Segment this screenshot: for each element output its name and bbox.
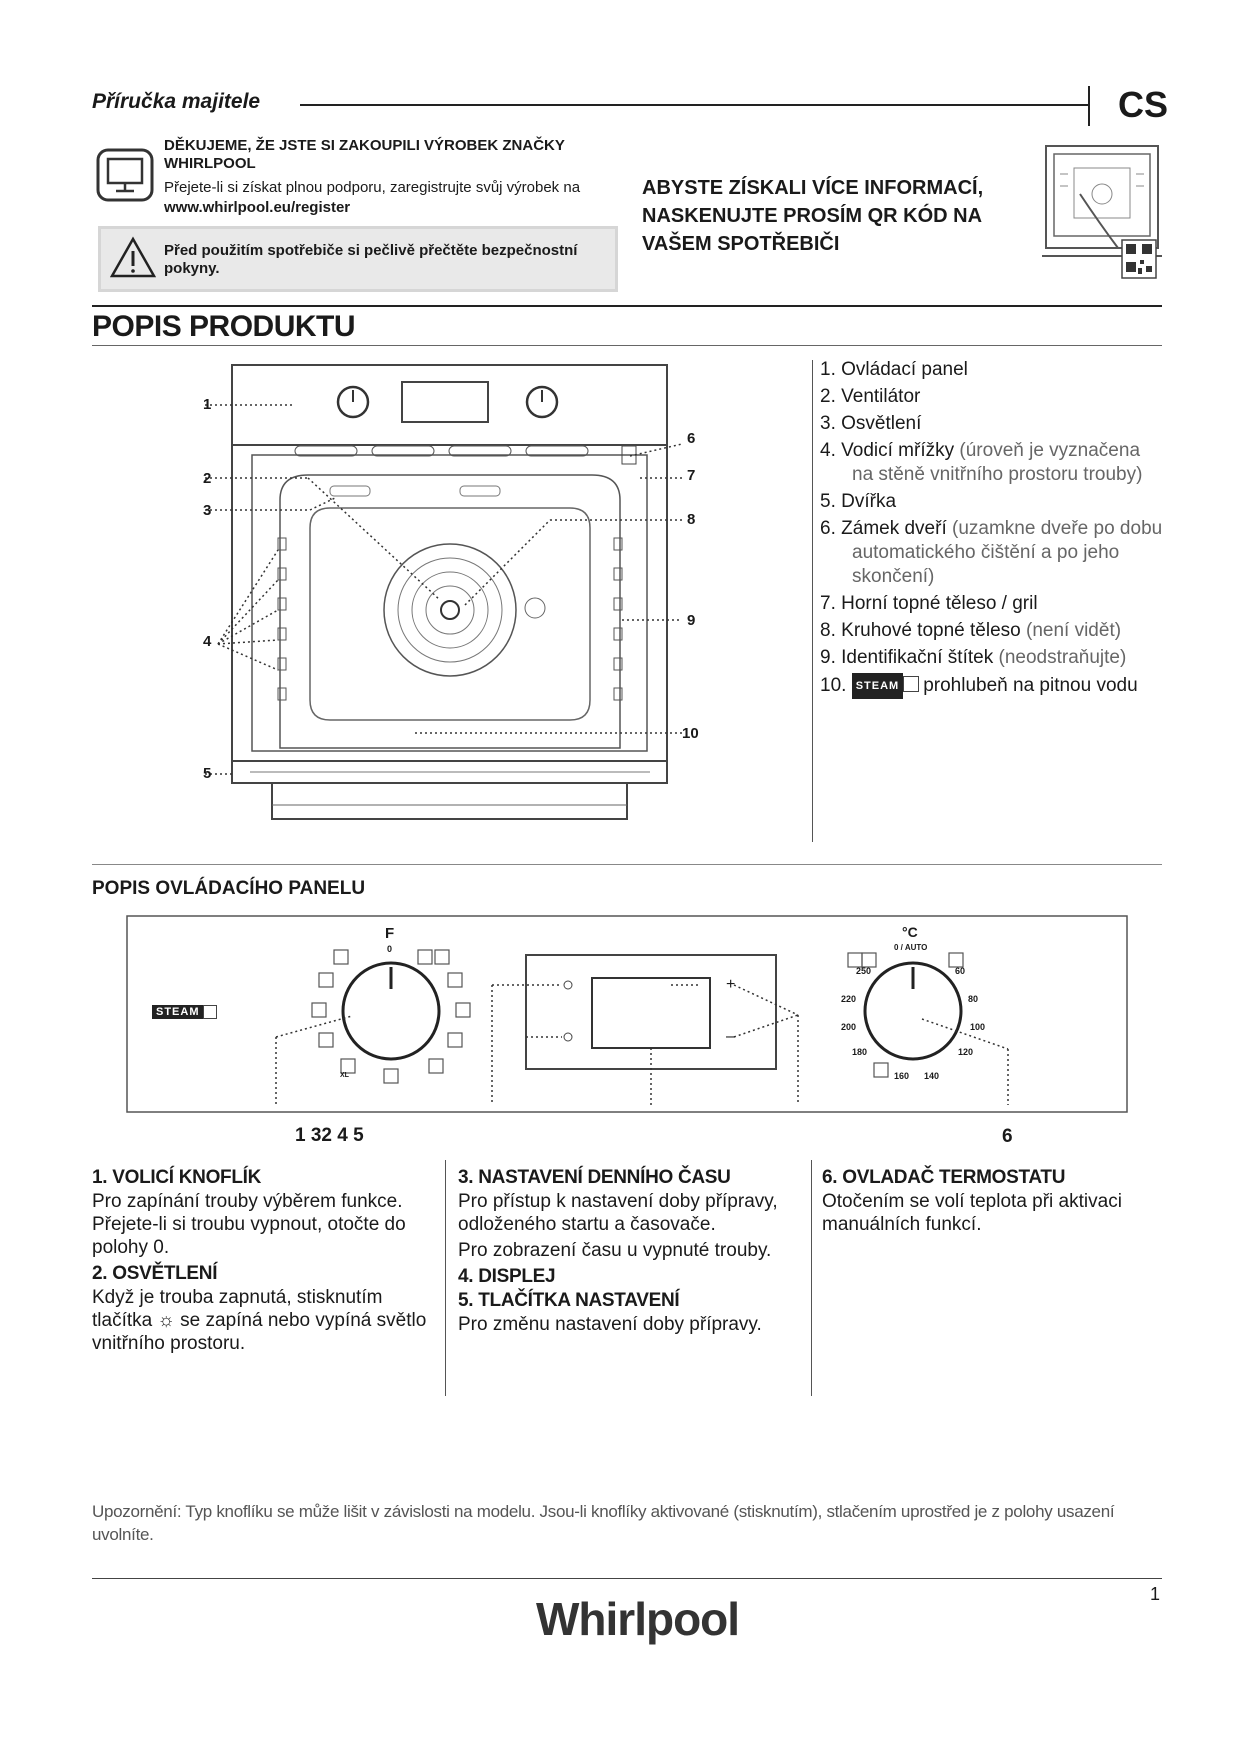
panel-title: POPIS OVLÁDACÍHO PANELU [92, 878, 366, 899]
header-rule [300, 104, 1090, 106]
language-code: CS [1118, 84, 1169, 125]
clock-text: Pro přístup k nastavení doby přípravy, odloženého startu a časovače. [458, 1191, 778, 1235]
callout-5: 5 [203, 765, 212, 782]
product-title: POPIS PRODUKTU [92, 310, 356, 343]
monitor-icon [96, 148, 154, 202]
clock-text: Pro zobrazení času u vypnuté trouby. [458, 1240, 772, 1261]
temp-tick: 220 [841, 994, 857, 1004]
column-divider [445, 1160, 446, 1396]
section-rule [92, 305, 1162, 307]
list-item: 7. Horní topné těleso / gril [820, 593, 1038, 614]
column-2 [458, 1166, 803, 1339]
temp-tick: 160 [894, 1071, 910, 1081]
parts-list [820, 358, 1165, 702]
light-text: Když je trouba zapnutá, stisknutím tlačítka ☼ se zapíná nebo vypíná světlo vnitřního prostoru. [92, 1287, 427, 1354]
temp-unit: °C [902, 924, 918, 940]
list-item: 3. Osvětlení [820, 413, 922, 434]
adjust-title: 5. TLAČÍTKA NASTAVENÍ [458, 1290, 680, 1311]
control-panel-diagram [126, 915, 1130, 1115]
temp-tick: 120 [958, 1047, 974, 1057]
column-divider [811, 1160, 812, 1396]
temp-auto: 0 / AUTO [894, 943, 928, 952]
column-3 [822, 1166, 1162, 1239]
oven-qr-illustration [1040, 144, 1164, 284]
column-1 [92, 1166, 432, 1358]
callout-6: 6 [687, 430, 696, 447]
selector-title: 1. VOLICÍ KNOFLÍK [92, 1167, 262, 1188]
list-item: 10. STEAM prohlubeň na pitnou vodu [820, 673, 1165, 699]
register-text [164, 178, 634, 218]
steam-badge-panel: STEAM [152, 1005, 204, 1019]
temp-tick: 180 [852, 1047, 868, 1057]
callout-2: 2 [203, 470, 212, 487]
plus-button[interactable]: + [726, 976, 736, 993]
temp-tick: 60 [955, 966, 966, 976]
xl-label: XL [340, 1072, 349, 1079]
display-title: 4. DISPLEJ [458, 1266, 556, 1287]
temp-tick: 140 [924, 1071, 940, 1081]
panel-callouts-left: 1 32 4 5 [295, 1125, 364, 1146]
callout-10: 10 [682, 725, 699, 742]
function-zero: 0 [387, 944, 393, 954]
panel-callout-right: 6 [1002, 1126, 1013, 1147]
minus-button[interactable]: – [726, 1028, 735, 1045]
steam-icon [203, 1005, 217, 1019]
thermostat-title: 6. OVLADAČ TERMOSTATU [822, 1167, 1066, 1188]
knob-note: Upozornění: Typ knoflíku se může lišit v závislosti na modelu. Jsou-li knoflíky aktivované (stisknutím), stlačením uprostřed je z polohy usazení uvolníte. [92, 1502, 1115, 1544]
light-title: 2. OSVĚTLENÍ [92, 1263, 218, 1284]
adjust-text: Pro změnu nastavení doby přípravy. [458, 1314, 762, 1335]
thermostat-text: Otočením se volí teplota při aktivaci manuálních funkcí. [822, 1191, 1122, 1235]
brand-logo: Whirlpool [536, 1593, 740, 1645]
steam-badge: STEAM [852, 673, 904, 699]
steam-icon [903, 676, 919, 692]
callout-3: 3 [203, 502, 212, 519]
function-label: F [385, 925, 395, 942]
callout-4: 4 [203, 633, 212, 650]
temp-tick: 100 [970, 1022, 986, 1032]
temp-tick: 80 [968, 994, 979, 1004]
section-rule-thin [92, 345, 1162, 346]
temp-tick: 250 [856, 966, 872, 976]
clock-title: 3. NASTAVENÍ DENNÍHO ČASU [458, 1167, 731, 1188]
selector-text: Pro zapínání trouby výběrem funkce. Přejete-li si troubu vypnout, otočte do polohy 0. [92, 1191, 406, 1258]
callout-9: 9 [687, 612, 696, 629]
callout-8: 8 [687, 511, 696, 528]
warning-icon [110, 236, 156, 278]
warning-text: Před použitím spotřebiče si pečlivě přečtěte bezpečnostní pokyny. [164, 242, 578, 277]
callout-7: 7 [687, 467, 696, 484]
section-rule [92, 864, 1162, 865]
register-link[interactable]: www.whirlpool.eu/register [164, 199, 351, 216]
callout-1: 1 [203, 396, 212, 413]
list-item: 2. Ventilátor [820, 386, 921, 407]
qr-instruction: ABYSTE ZÍSKALI VÍCE INFORMACÍ, NASKENUJTE PROSÍM QR KÓD NA VAŠEM SPOTŘEBIČI [642, 177, 984, 255]
manual-title: Příručka majitele [92, 90, 261, 113]
footer-rule [92, 1578, 1162, 1579]
list-item: 5. Dvířka [820, 491, 897, 512]
temp-tick: 200 [841, 1022, 857, 1032]
list-item: 4. Vodicí mřížky (úroveň je vyznačena na stěně vnitřního prostoru trouby) [820, 440, 1143, 485]
thanks-title: DĚKUJEME, ŽE JSTE SI ZAKOUPILI VÝROBEK ZNAČKY WHIRLPOOL [164, 137, 565, 172]
register-text-body: Přejete-li si získat plnou podporu, zaregistrujte svůj výrobek na [164, 179, 581, 196]
list-item: 1. Ovládací panel [820, 359, 968, 380]
parts-divider [812, 360, 813, 842]
list-item: 9. Identifikační štítek (neodstraňujte) [820, 647, 1127, 668]
list-item: 6. Zámek dveří (uzamkne dveře po dobu automatického čištění a po jeho skončení) [820, 518, 1163, 587]
header-rule-end [1088, 86, 1090, 126]
page-number: 1 [1150, 1584, 1161, 1604]
list-item: 8. Kruhové topné těleso (není vidět) [820, 620, 1122, 641]
oven-diagram [190, 360, 730, 840]
